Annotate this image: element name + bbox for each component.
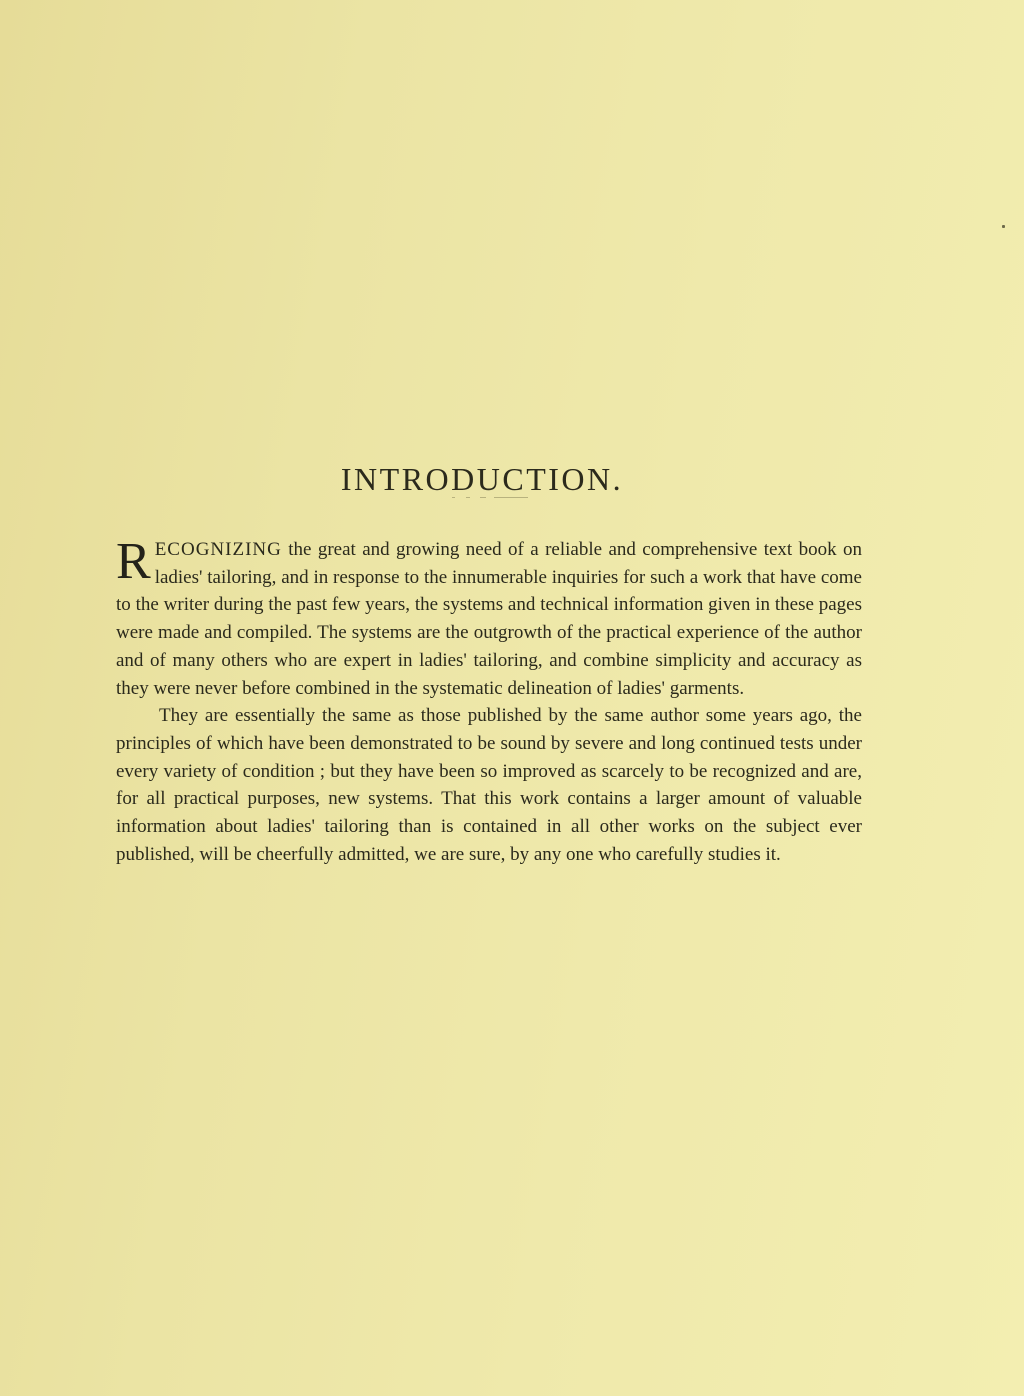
page-title: INTRODUCTION. <box>340 461 624 498</box>
drop-cap: R <box>116 533 151 590</box>
paragraph-1-text: the great and growing need of a reliable and comprehensive text book on ladies' tailoring, and in response to the innumerable inquiries for such a work that have come to the writer during the past few years, the systems and technical information given in these pages were made and compiled. The systems are the outgrowth of the practical experience of the author and of many others who are expert in ladies' tailoring, and combine simplicity and accuracy as they were never before combined in the systematic delineation of ladies' garments. <box>116 539 862 699</box>
paragraph-1 <box>116 533 862 702</box>
introduction-body <box>116 533 862 868</box>
paper-speck <box>1002 225 1005 228</box>
title-ornament-rule <box>452 497 528 499</box>
paragraph-2: They are essentially the same as those published by the same author some years ago, the principles of which have been demonstrated to be sound by severe and long continued tests under every variety of condition ; but they have been so improved as scarcely to be recognized and are, for all practical purposes, new systems. That this work contains a larger amount of valuable information about ladies' tailoring than is contained in all other works on the subject ever published, will be cheerfully admitted, we are sure, by any one who carefully studies it. <box>116 705 862 865</box>
lead-caps: ECOGNIZING <box>154 539 282 560</box>
